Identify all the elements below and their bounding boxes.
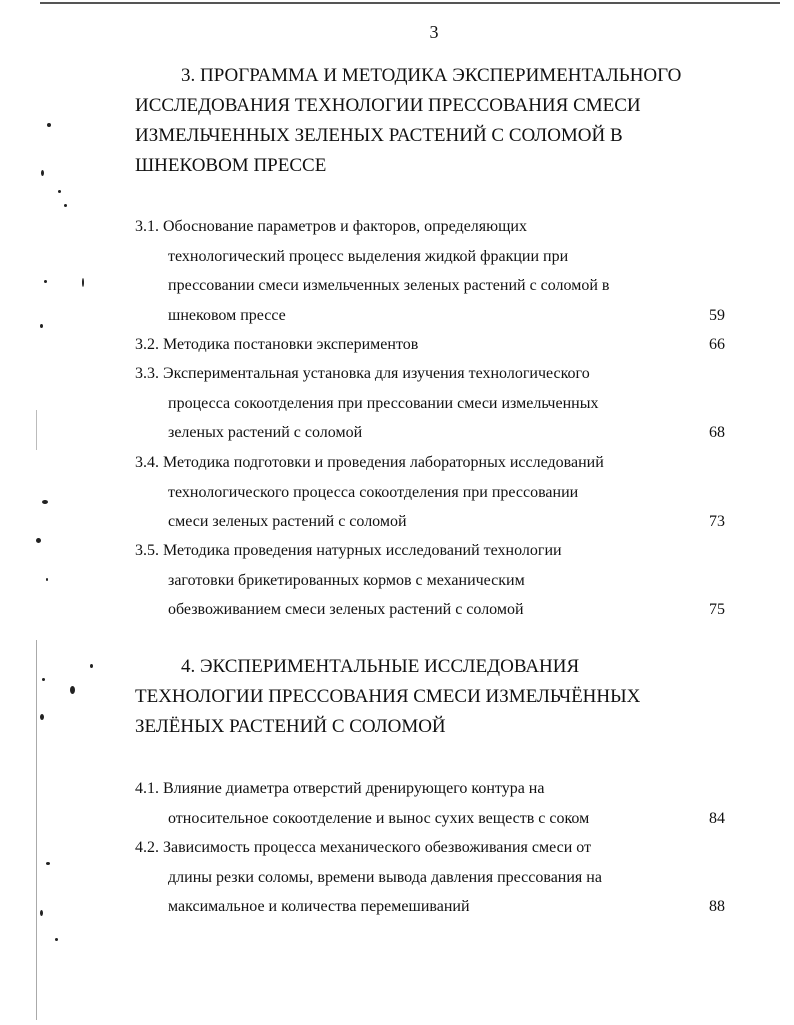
heading-line: ШНЕКОВОМ ПРЕССЕ [135, 155, 327, 176]
heading-line: ЗЕЛЁНЫХ РАСТЕНИЙ С СОЛОМОЙ [135, 716, 446, 737]
toc-line: технологический процесс выделения жидкой фракции при [168, 247, 569, 265]
toc-last-line [135, 892, 725, 922]
scan-speck [40, 910, 43, 916]
toc-line-text: обезвоживанием смеси зеленых растений с соломой [168, 601, 524, 618]
toc-line: 4.2. Зависимость процесса механического обезвоживания смеси от [135, 839, 592, 856]
toc-page-number: 59 [709, 306, 725, 324]
scan-speck [42, 500, 48, 504]
toc-line-text: относительное сокоотделение и вынос сухих веществ с соком [168, 809, 590, 827]
scan-top-rule [40, 2, 780, 4]
toc-line: технологического процесса сокоотделения при прессовании [168, 483, 579, 501]
scan-speck [64, 204, 67, 207]
toc-line: 3.3. Экспериментальная установка для изучения технологического [135, 365, 590, 382]
page-number: 3 [429, 22, 439, 42]
scan-edge-line [36, 410, 37, 450]
toc-line: прессовании смеси измельченных зеленых растений с соломой в [168, 277, 610, 294]
scan-speck [44, 280, 47, 283]
scan-speck [55, 938, 58, 941]
scan-speck [46, 578, 48, 581]
heading-line: 3. ПРОГРАММА И МЕТОДИКА ЭКСПЕРИМЕНТАЛЬНОГО [181, 65, 682, 86]
toc-entry-3-4 [135, 448, 725, 537]
section-3-heading [135, 61, 695, 181]
toc-entry-3-2 [135, 330, 725, 360]
toc-line: 3.1. Обоснование параметров и факторов, определяющих [135, 218, 527, 235]
toc-line: длины резки соломы, времени вывода давления прессования на [168, 868, 602, 886]
toc-line-text: смеси зеленых растений с соломой [168, 513, 407, 530]
toc-last-line [135, 595, 725, 625]
heading-line: ИЗМЕЛЬЧЕННЫХ ЗЕЛЕНЫХ РАСТЕНИЙ С СОЛОМОЙ В [135, 125, 623, 146]
scan-speck [40, 714, 44, 720]
toc-last-line [135, 301, 725, 331]
toc-last-line [135, 804, 725, 834]
section-4-heading [135, 652, 695, 742]
toc-page-number: 68 [709, 424, 725, 441]
toc-entry-3-3 [135, 359, 725, 448]
toc-line: 4.1. Влияние диаметра отверстий дренирующего контура на [135, 780, 545, 797]
toc-line: процесса сокоотделения при прессовании смеси измельченных [168, 394, 599, 412]
toc-page-number: 84 [709, 809, 725, 827]
toc-entry-4-1 [135, 774, 725, 833]
toc-line: заготовки брикетированных кормов с механическим [168, 571, 525, 589]
heading-line: 4. ЭКСПЕРИМЕНТАЛЬНЫЕ ИССЛЕДОВАНИЯ [181, 656, 580, 677]
scan-speck [82, 278, 84, 287]
scan-speck [70, 686, 75, 694]
scan-speck [58, 190, 61, 193]
toc-last-line [135, 418, 725, 448]
scan-speck [42, 678, 45, 681]
toc-last-line [135, 330, 725, 360]
toc-line: 3.5. Методика проведения натурных исследований технологии [135, 542, 562, 559]
heading-line: ИССЛЕДОВАНИЯ ТЕХНОЛОГИИ ПРЕССОВАНИЯ СМЕСИ [135, 95, 641, 116]
toc-page-number: 73 [709, 513, 725, 530]
heading-line: ТЕХНОЛОГИИ ПРЕССОВАНИЯ СМЕСИ ИЗМЕЛЬЧЁННЫХ [135, 686, 641, 707]
toc-entry-4-2 [135, 833, 725, 922]
toc-line: 3.4. Методика подготовки и проведения лабораторных исследований [135, 454, 604, 471]
toc-line-text: 3.2. Методика постановки экспериментов [135, 336, 419, 353]
toc-entry-3-5 [135, 536, 725, 625]
toc-last-line [135, 507, 725, 537]
toc-page-number: 66 [709, 336, 725, 353]
scan-speck [90, 664, 93, 668]
scan-speck [47, 123, 51, 127]
toc-page-number: 88 [709, 898, 725, 915]
toc-line-text: шнековом прессе [168, 306, 286, 324]
scan-speck [40, 324, 43, 328]
toc-entry-3-1 [135, 212, 725, 330]
toc-line-text: зеленых растений с соломой [168, 424, 363, 441]
scan-speck [36, 538, 41, 543]
scan-speck [46, 862, 50, 865]
toc-line-text: максимальное и количества перемешиваний [168, 898, 470, 915]
scan-speck [41, 170, 44, 176]
scan-edge-line [36, 640, 37, 1020]
toc-page-number: 75 [709, 601, 725, 618]
